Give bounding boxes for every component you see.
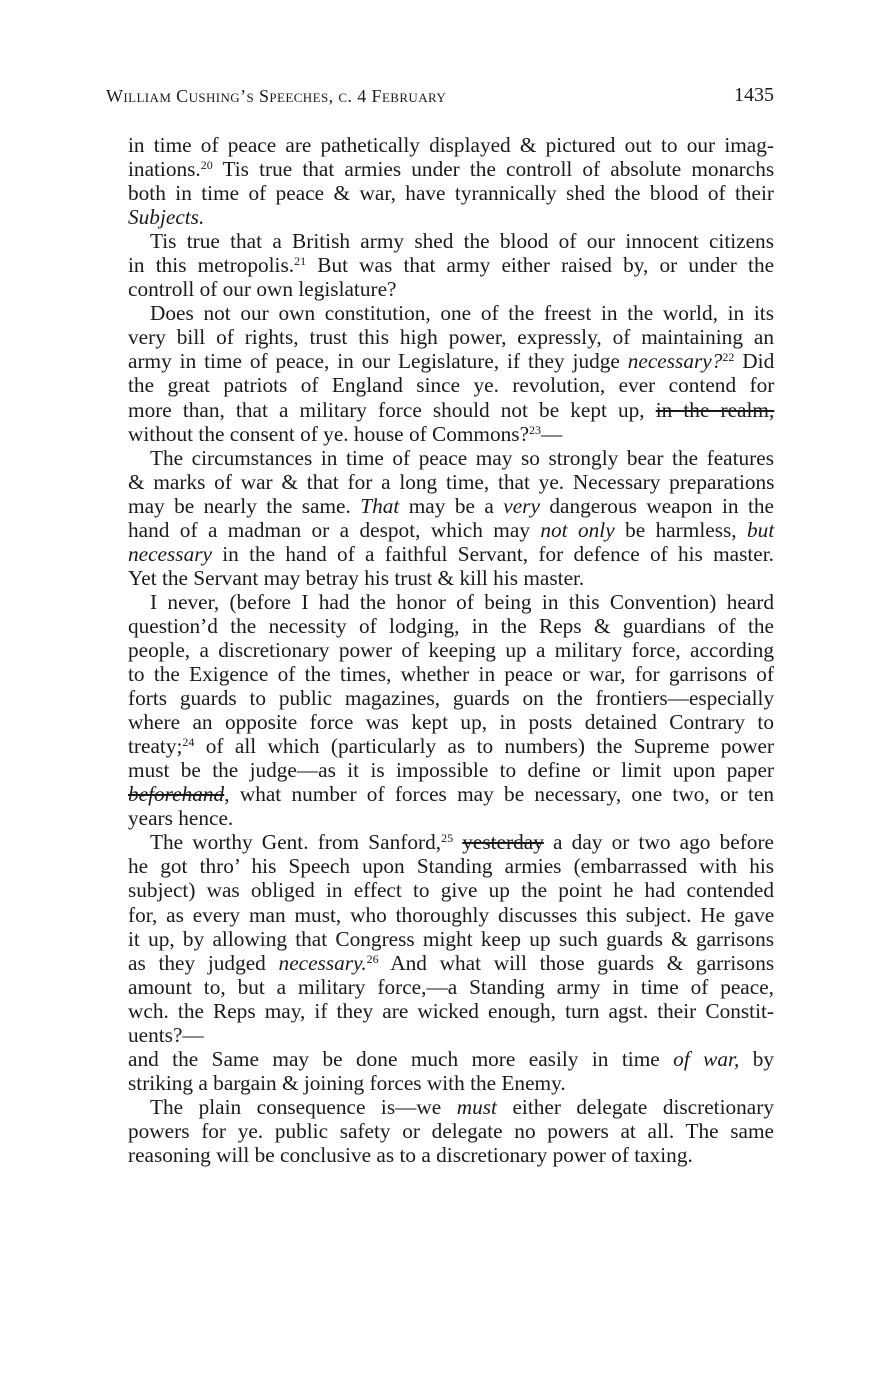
- text-line: [106, 830, 774, 854]
- text-run: striking a bargain & joining forces with the Enemy.: [128, 1070, 566, 1095]
- footnote-marker: 22: [722, 350, 735, 365]
- text-run: where an opposite force was kept up, in posts detained Contrary to: [128, 710, 774, 735]
- italic-run: That: [360, 493, 400, 518]
- text-line: [106, 614, 774, 638]
- footnote-marker: 24: [182, 735, 195, 750]
- text-run: very bill of rights, trust this high power, expressly, of maintaining an: [128, 325, 774, 350]
- text-line: [106, 975, 774, 999]
- text-run: the great patriots of England since ye. revolution, ever contend for: [128, 373, 775, 398]
- text-line: [106, 494, 774, 518]
- text-line: [106, 422, 774, 446]
- text-run: army in time of peace, in our Legislature, if they judge: [128, 349, 628, 374]
- text-line: [106, 398, 774, 422]
- text-run: without the consent of ye. house of Commons?: [128, 421, 530, 446]
- text-line: [106, 446, 774, 470]
- text-line: [106, 470, 774, 494]
- running-head-title: William Cushing’s Speeches, c. 4 February: [106, 86, 447, 106]
- text-run: Does not our own constitution, one of the freest in the world, in its: [150, 301, 774, 326]
- text-run: as they judged: [128, 950, 279, 975]
- text-line: [106, 1047, 774, 1071]
- footnote-marker: 26: [366, 951, 379, 966]
- text-run: in the hand of a faithful Servant, for defence of his master.: [211, 541, 774, 566]
- text-run: hand of a madman or a despot, which may: [128, 517, 541, 542]
- text-line: [106, 1143, 774, 1167]
- struck-text: yesterday: [462, 830, 544, 855]
- text-run: forts guards to public magazines, guards on the frontiers—especially: [128, 686, 775, 711]
- footnote-marker: 25: [441, 831, 454, 846]
- text-run: Did: [734, 349, 775, 374]
- text-run: , what number of forces may be necessary, one two, or ten: [224, 782, 774, 807]
- text-run: powers for ye. public safety or delegate no powers at all. The same: [128, 1118, 774, 1143]
- italic-run: necessary?: [627, 349, 723, 374]
- footnote-marker: 21: [294, 254, 307, 269]
- italic-run: of war,: [673, 1046, 740, 1071]
- text-run: it up, by allowing that Congress might keep up such guards & garrisons: [128, 926, 775, 951]
- paragraph: [106, 133, 774, 229]
- text-line: [106, 734, 774, 758]
- footnote-marker: 23: [529, 422, 542, 437]
- text-line: [106, 758, 774, 782]
- text-line: [106, 686, 774, 710]
- text-line: [106, 349, 774, 373]
- text-run: of all which (particularly as to numbers) the Supreme power: [194, 734, 774, 759]
- text-line: [106, 878, 774, 902]
- text-line: [106, 638, 774, 662]
- document-body: [106, 133, 774, 1167]
- text-line: [106, 301, 774, 325]
- text-run: to the Exigence of the times, whether in peace or war, for garrisons of: [128, 662, 774, 687]
- text-line: [106, 1071, 774, 1095]
- paragraph: [106, 446, 774, 590]
- text-line: [106, 1023, 774, 1047]
- text-line: [106, 951, 774, 975]
- text-run: But was that army either raised by, or under the: [306, 253, 775, 278]
- text-run: and the Same may be done much more easily in time: [128, 1046, 674, 1071]
- text-run: either delegate discretionary: [496, 1094, 774, 1119]
- text-run: Tis true that armies under the controll of absolute monarchs: [212, 157, 775, 182]
- text-line: [106, 277, 774, 301]
- text-run: for, as every man must, who thoroughly discusses this subject. He gave: [128, 902, 775, 927]
- text-run: dangerous weapon in the: [539, 493, 774, 518]
- paragraph: [106, 1095, 774, 1167]
- text-run: [453, 830, 462, 854]
- text-line: [106, 566, 774, 590]
- text-run: he got thro’ his Speech upon Standing armies (embarrassed with his: [128, 854, 775, 879]
- text-run: reasoning will be conclusive as to a discretionary power of taxing.: [128, 1142, 693, 1167]
- text-run: in time of peace are pathetically displayed & pictured out to our imag-: [128, 133, 774, 157]
- italic-run: necessary.: [278, 950, 367, 975]
- paragraph: [106, 301, 774, 445]
- footnote-marker: 20: [200, 158, 213, 173]
- text-run: The plain consequence is—we: [150, 1094, 457, 1119]
- text-run: must be the judge—as it is impossible to define or limit upon paper: [128, 758, 774, 783]
- text-run: uents?—: [128, 1022, 204, 1047]
- paragraph: [106, 1047, 774, 1095]
- text-run: wch. the Reps may, if they are wicked enough, turn agst. their Constit-: [128, 998, 774, 1023]
- text-line: [106, 325, 774, 349]
- text-run: The worthy Gent. from Sanford,: [150, 830, 442, 855]
- text-line: [106, 999, 774, 1023]
- text-run: The circumstances in time of peace may so strongly bear the features: [150, 445, 774, 470]
- text-run: inations.: [128, 157, 201, 182]
- text-run: controll of our own legislature?: [128, 277, 397, 302]
- text-run: a day or two ago before: [543, 830, 774, 855]
- text-run: may be nearly the same.: [128, 493, 361, 518]
- italic-run: Subjects.: [128, 205, 205, 230]
- paragraph: [106, 590, 774, 830]
- text-run: —: [541, 421, 563, 446]
- running-head: [106, 86, 774, 112]
- text-run: people, a discretionary power of keeping up a military force, according: [128, 637, 774, 662]
- italic-run: but: [747, 517, 775, 542]
- text-line: [106, 806, 774, 830]
- italic-run: not only: [540, 517, 615, 542]
- text-line: [106, 854, 774, 878]
- text-run: I never, (before I had the honor of being in this Convention) heard: [150, 589, 774, 614]
- text-line: [106, 253, 774, 277]
- paragraph: [106, 830, 774, 1046]
- text-run: in this metropolis.: [128, 253, 295, 278]
- struck-text: in the realm,: [655, 397, 775, 422]
- text-line: [106, 782, 774, 806]
- text-run: by: [739, 1046, 775, 1071]
- text-line: [106, 1119, 774, 1143]
- text-line: [106, 927, 774, 951]
- text-run: treaty;: [128, 734, 183, 759]
- text-run: amount to, but a military force,—a Standing army in time of peace,: [128, 974, 774, 999]
- text-line: [106, 373, 774, 397]
- text-run: And what will those guards & garrisons: [378, 950, 775, 975]
- text-run: years hence.: [128, 806, 234, 831]
- text-line: [106, 157, 774, 181]
- text-line: [106, 590, 774, 614]
- text-run: be harmless,: [614, 517, 748, 542]
- text-line: [106, 229, 774, 253]
- italic-run: very: [503, 493, 540, 518]
- page-number: 1435: [734, 84, 774, 106]
- text-line: [106, 903, 774, 927]
- italic-run: must: [456, 1094, 497, 1119]
- italic-run: necessary: [128, 541, 212, 566]
- text-line: [106, 542, 774, 566]
- text-line: [106, 518, 774, 542]
- text-line: [106, 205, 774, 229]
- text-run: Tis true that a British army shed the blood of our innocent citizens: [150, 229, 774, 254]
- text-run: & marks of war & that for a long time, that ye. Necessary preparations: [128, 469, 775, 494]
- text-run: both in time of peace & war, have tyrannically shed the blood of their: [128, 181, 774, 206]
- text-line: [106, 181, 774, 205]
- text-line: [106, 133, 774, 157]
- text-run: Yet the Servant may betray his trust & kill his master.: [128, 565, 585, 590]
- text-run: question’d the necessity of lodging, in the Reps & guardians of the: [128, 613, 774, 638]
- text-run: subject) was obliged in effect to give up the point he had contended: [128, 878, 774, 903]
- text-line: [106, 662, 774, 686]
- struck-italic-text: beforehand: [128, 782, 225, 807]
- text-line: [106, 1095, 774, 1119]
- text-run: more than, that a military force should not be kept up,: [128, 397, 656, 422]
- text-run: may be a: [399, 493, 504, 518]
- paragraph: [106, 229, 774, 301]
- text-line: [106, 710, 774, 734]
